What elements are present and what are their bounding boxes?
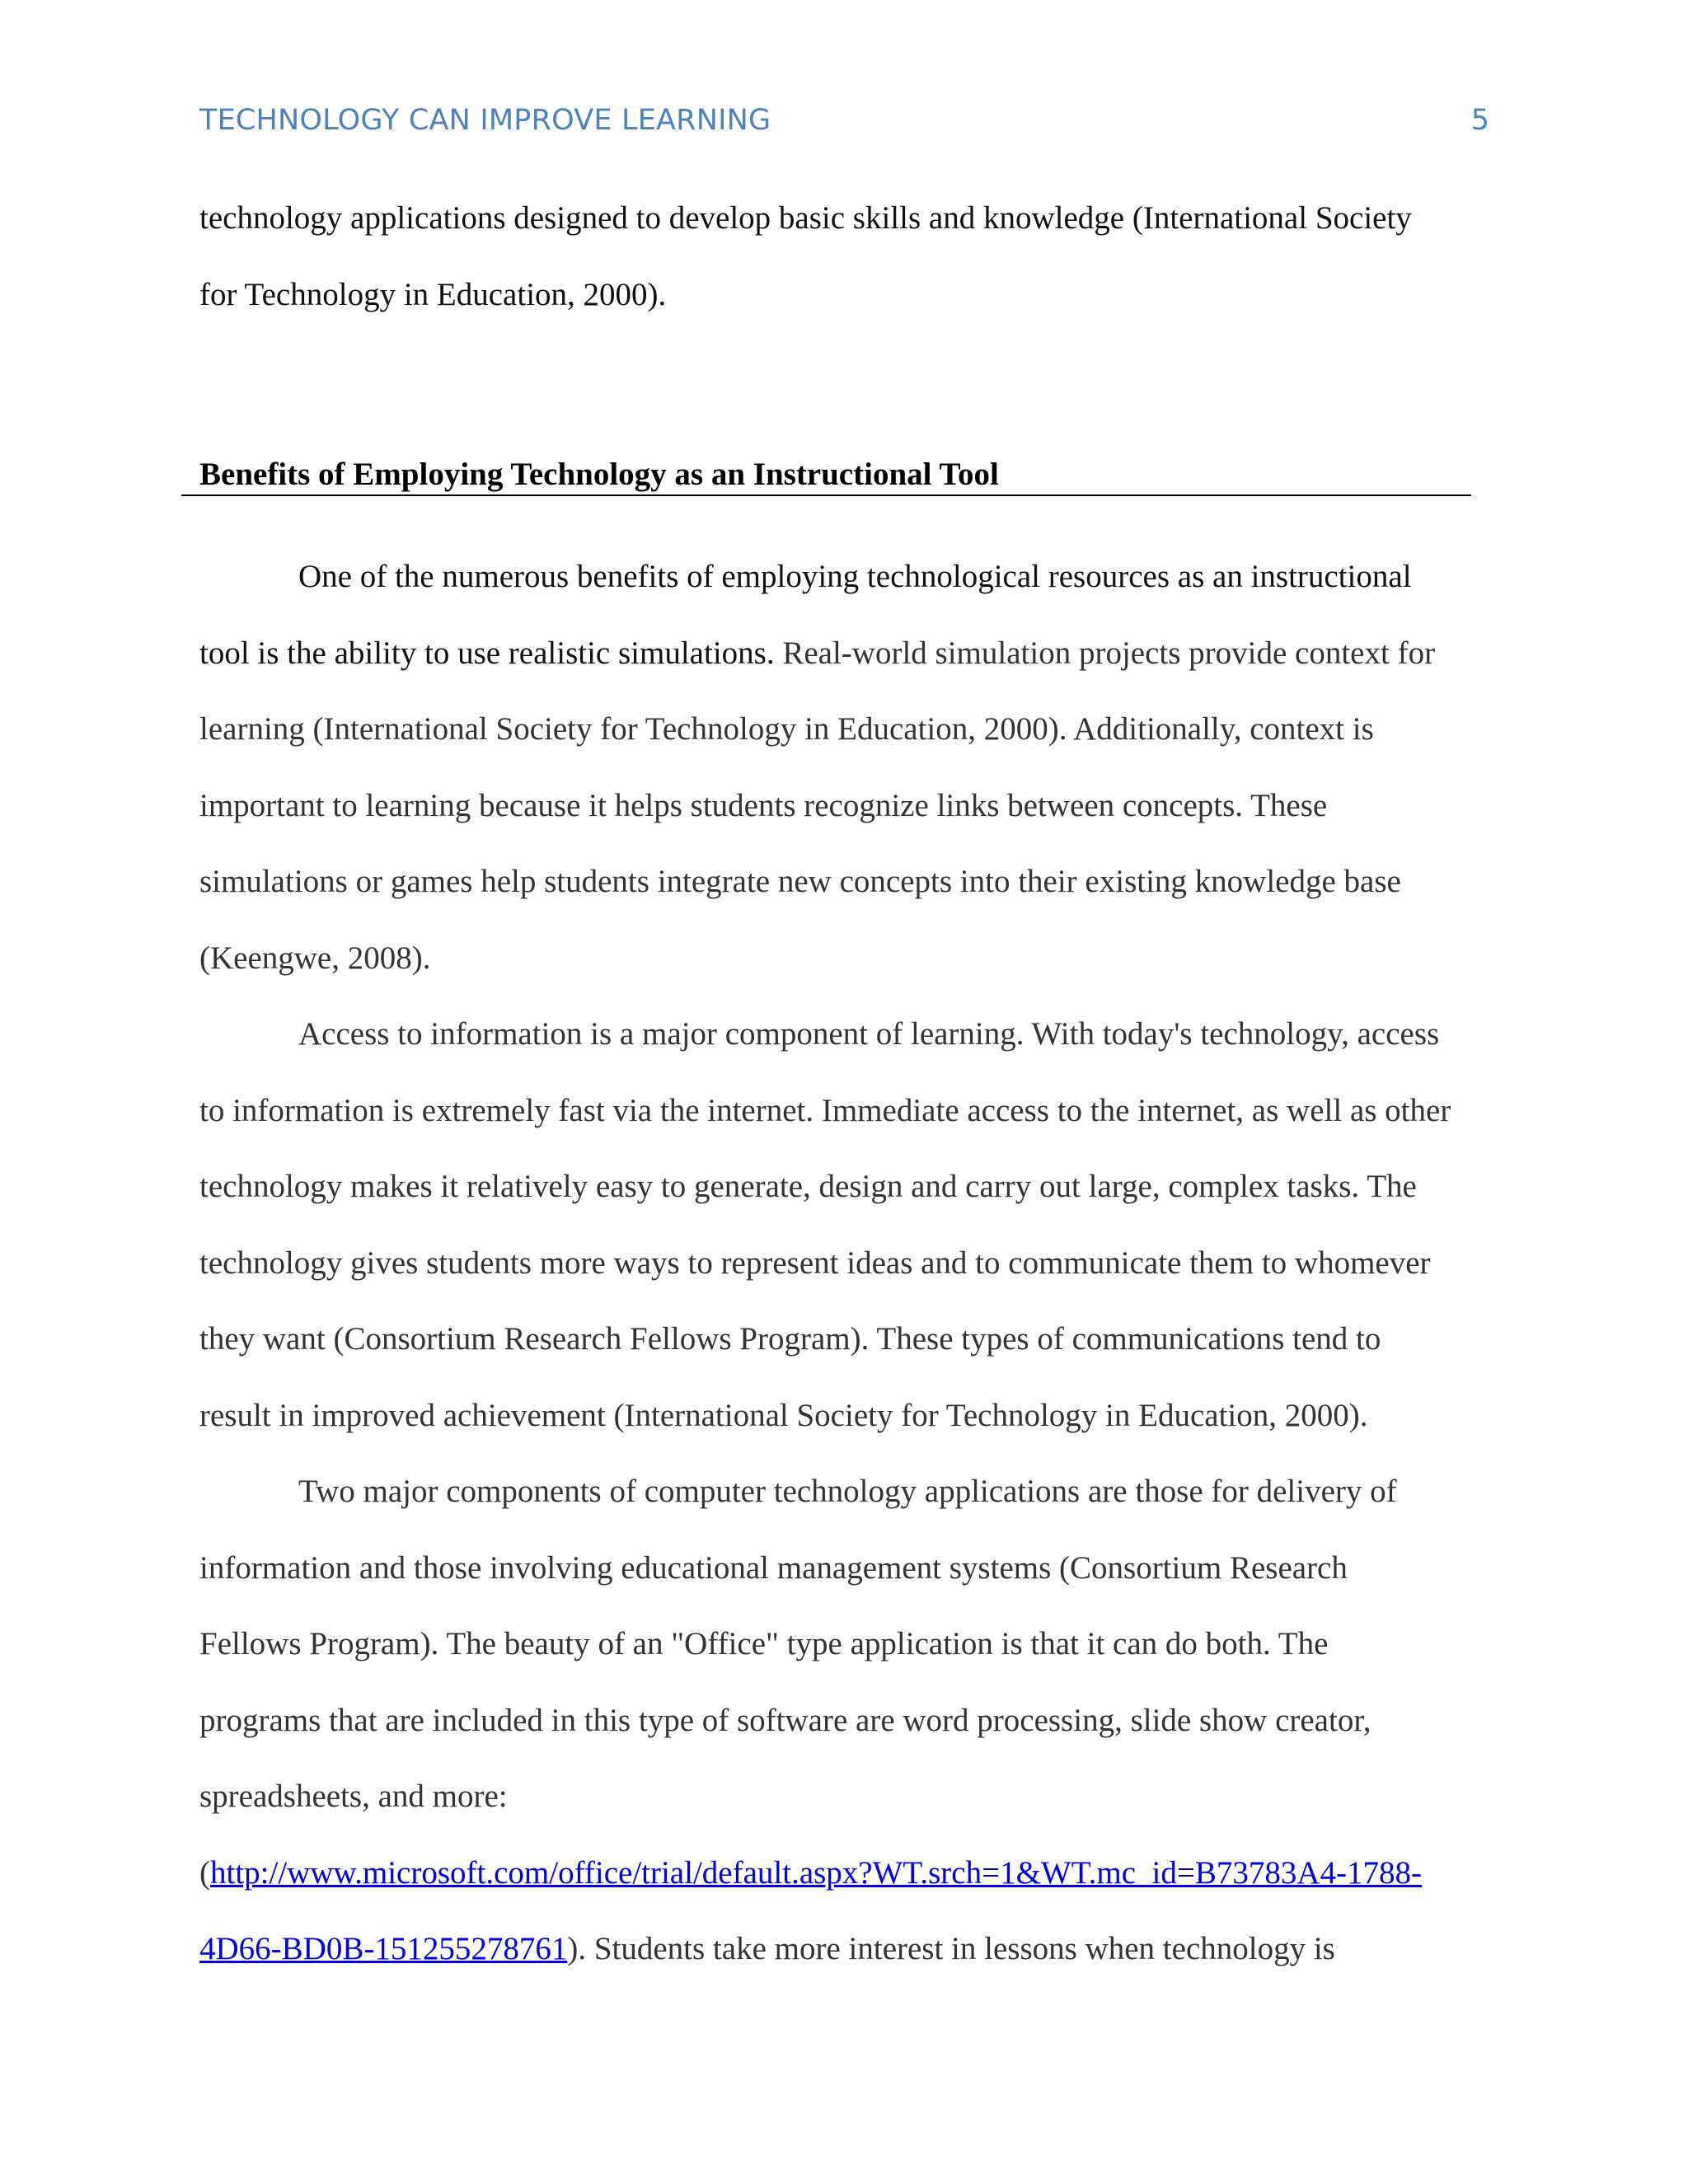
office-trial-link-continued[interactable]: 4D66-BD0B-151255278761 [199,1931,568,1966]
text-line: Access to information is a major component of learning. With today's technology, access [298,1016,1440,1052]
text-line: information and those involving educational management systems (Consortium Research [199,1549,1348,1586]
text-line: simulations or games help students integrate new concepts into their existing knowledge base [199,864,1401,899]
running-header [199,97,1489,143]
text-span: tool is the ability to use realistic simulations. [199,635,775,671]
text-line: Two major components of computer technology applications are those for delivery of [298,1474,1397,1509]
text-line: Fellows Program). The beauty of an "Office" type application is that it can do both. The [199,1626,1329,1661]
text-span: Real-world simulation projects provide context for [774,635,1436,671]
text-line: for Technology in Education, 2000). [199,276,667,312]
text-line [199,616,1502,692]
section-body [199,539,1502,1988]
intro-paragraph [199,180,1502,333]
text-line: programs that are included in this type of software are word processing, slide show creator, [199,1702,1372,1738]
text-line: technology makes it relatively easy to generate, design and carry out large, complex tasks. The [199,1169,1417,1204]
text-span: ( [199,1854,210,1891]
text-line: learning (International Society for Technology in Education, 2000). Additionally, context is [199,711,1374,747]
text-line [199,1835,1502,1912]
text-line: technology gives students more ways to represent ideas and to communicate them to whomever [199,1244,1431,1281]
page-number: 5 [1470,104,1489,137]
text-line: (Keengwe, 2008). [199,940,431,976]
text-line: technology applications designed to develop basic skills and knowledge (International Society [199,200,1412,236]
section-heading: Benefits of Employing Technology as an Instructional Tool [199,457,999,492]
text-line [199,1911,1502,1988]
text-span: ). Students take more interest in lessons when technology is [567,1931,1335,1966]
text-line: important to learning because it helps students recognize links between concepts. These [199,787,1328,823]
running-head-title: TECHNOLOGY CAN IMPROVE LEARNING [199,104,771,137]
text-line: result in improved achievement (International Society for Technology in Education, 2000). [199,1397,1368,1433]
office-trial-link[interactable]: http://www.microsoft.com/office/trial/default.aspx?WT.srch=1&WT.mc_id=B73783A4-1788- [210,1854,1423,1891]
text-line: they want (Consortium Research Fellows Program). These types of communications tend to [199,1321,1381,1357]
text-line: One of the numerous benefits of employing technological resources as an instructional [298,559,1412,594]
text-line: to information is extremely fast via the internet. Immediate access to the internet, as well as other [199,1092,1451,1128]
text-line: spreadsheets, and more: [199,1779,508,1814]
heading-underline-rule [181,494,1471,496]
